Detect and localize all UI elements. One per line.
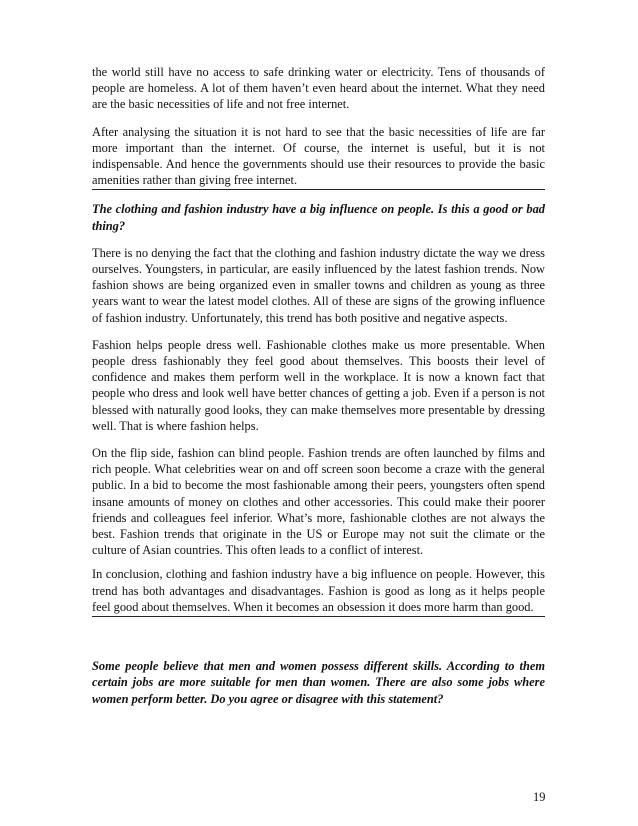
spacer (92, 558, 545, 566)
page-number: 19 (533, 790, 546, 804)
paragraph-fashion-positive: Fashion helps people dress well. Fashionable clothes make us more presentable. When people dress fashionably they feel good about themselves. This boosts their level of confidence and makes them perform well in the workplace. It is now a known fact that people who dress and look well have better chances of getting a job. Even if a person is not blessed with naturally good looks, they can make themselves more presentable by dressing well. That is where fashion helps. (92, 337, 545, 433)
spacer (92, 113, 545, 124)
spacer (92, 617, 545, 658)
paragraph-fashion-negative: On the flip side, fashion can blind people. Fashion trends are often launched by films and rich people. What celebrities wear on and off screen soon become a craze with the general public. In a bid to become the most fashionable among their peers, youngsters often spend insane amounts of money on clothes and other accessories. This could make their poorer friends and colleagues feel inferior. What’s more, fashionable clothes are not always the best. Fashion trends that originate in the US or Europe may not suit the climate or the culture of Asian countries. This often leads to a conflict of interest. (92, 446, 545, 558)
spacer (92, 190, 545, 201)
spacer (92, 434, 545, 445)
document-page (92, 64, 545, 707)
spacer (92, 326, 545, 337)
essay-question-fashion: The clothing and fashion industry have a big influence on people. Is this a good or bad thing? (92, 202, 545, 233)
spacer (92, 234, 545, 245)
paragraph-fashion-intro: There is no denying the fact that the clothing and fashion industry dictate the way we dress ourselves. Youngsters, in particular, are easily influenced by the latest fashion trends. Now fashion shows are being organized even in smaller towns and children as young as three years want to wear the latest model clothes. All of these are signs of the growing influence of fashion industry. Unfortunately, this trend has both positive and negative aspects. (92, 245, 545, 325)
essay-question-gender-skills: Some people believe that men and women possess different skills. According to them certain jobs are more suitable for men than women. There are also some jobs where women perform better. Do you agree or disagree with this statement? (92, 659, 545, 706)
paragraph-intro-continued: the world still have no access to safe drinking water or electricity. Tens of thousands of people are homeless. A lot of them haven’t even heard about the internet. What they need are the basic necessities of life and not free internet. (92, 65, 545, 112)
paragraph-conclusion-internet: After analysing the situation it is not hard to see that the basic necessities of life are far more important than the internet. Of course, the internet is useful, but it is not indispensable. And hence the governments should use their resources to provide the basic amenities rather than giving free internet. (92, 124, 545, 191)
paragraph-fashion-conclusion: In conclusion, clothing and fashion industry have a big influence on people. However, this trend has both advantages and disadvantages. Fashion is good as long as it helps people feel good about themselves. When it becomes an obsession it does more harm than good. (92, 566, 545, 617)
